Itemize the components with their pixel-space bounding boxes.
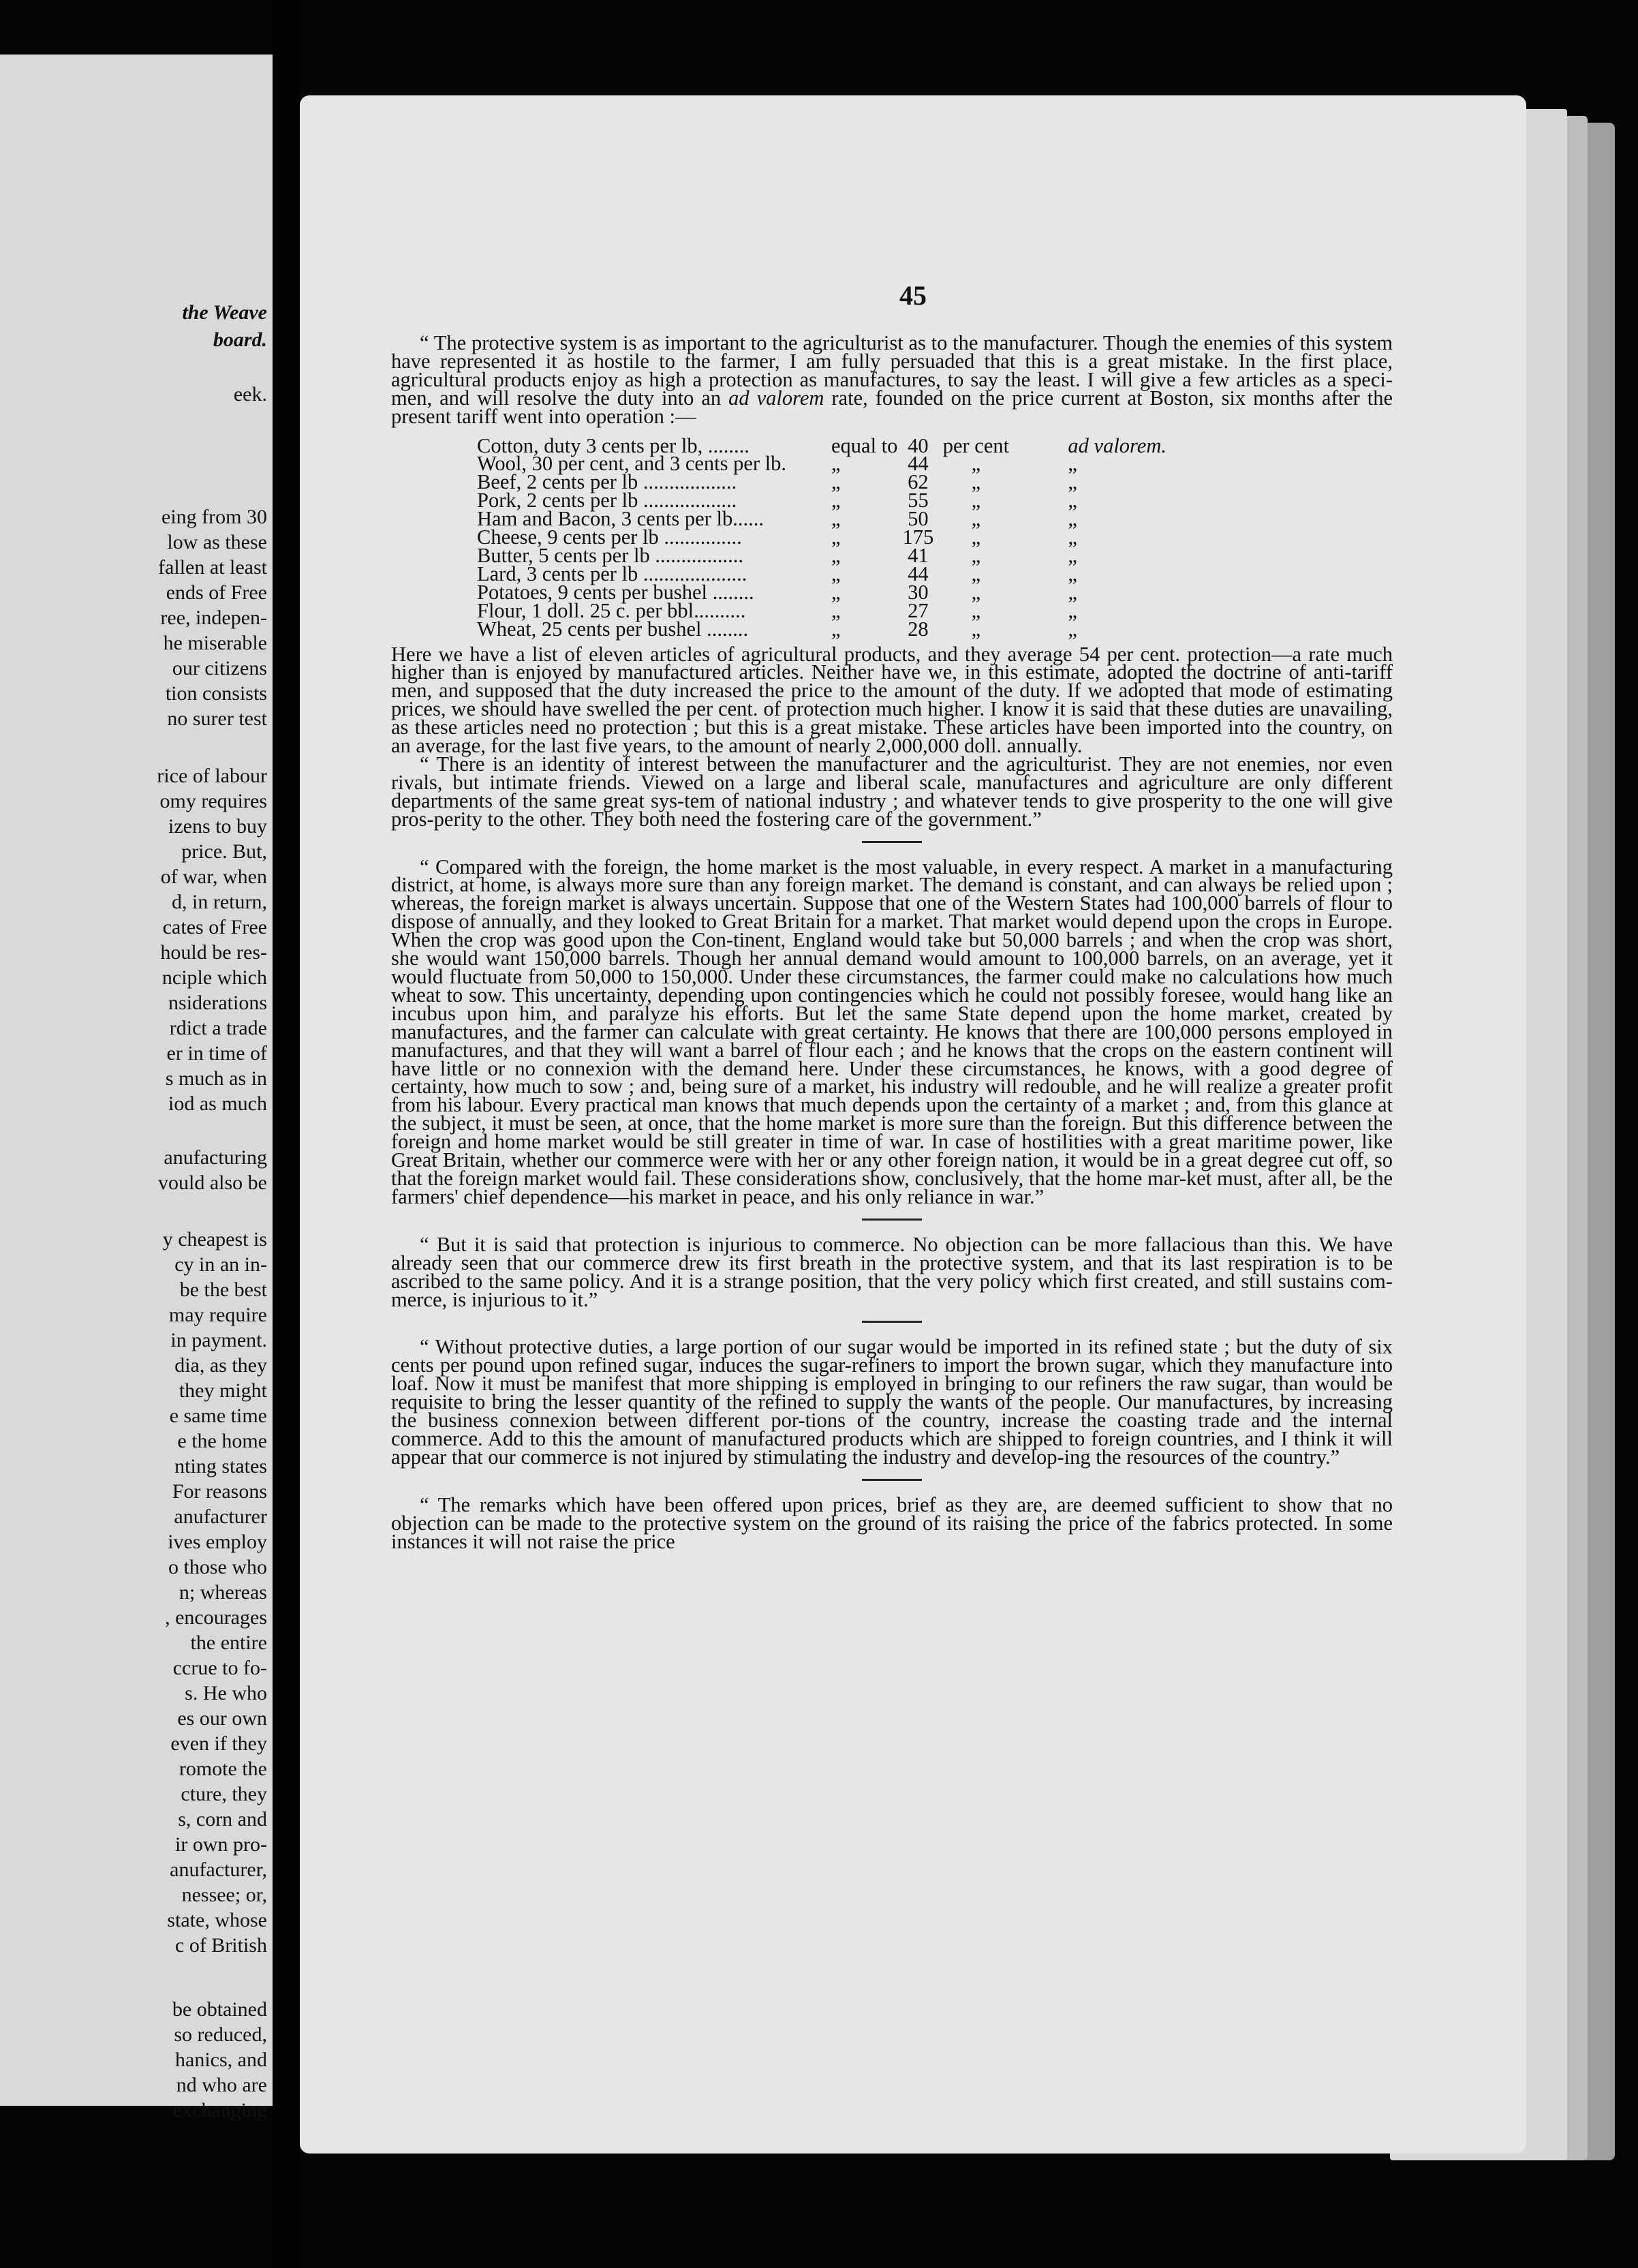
facing-page-line: e the home [177, 1430, 267, 1452]
facing-page-line: ir own pro- [175, 1833, 267, 1856]
facing-page-line: board. [213, 328, 267, 351]
table-equal: equal to [831, 433, 898, 457]
paragraph [391, 331, 1393, 428]
facing-page-line: y cheapest is [162, 1228, 267, 1251]
table-percent: 55 [908, 489, 929, 512]
facing-page-line: er in time of [166, 1042, 267, 1064]
table-type: „ [1068, 452, 1077, 476]
facing-page [0, 55, 277, 2121]
facing-page-line: hould be res- [160, 941, 267, 964]
table-percent: 44 [908, 452, 929, 476]
facing-page-line: exchanging [172, 2099, 267, 2121]
table-equal: „ [831, 489, 841, 512]
paragraph: “ The remarks which have been offered upon prices, brief as they are, are deemed sufficient to show that no objection can be made to the protective system on the ground of its raising the price of the fabrics protected. In some instances it will not raise the price [391, 1492, 1393, 1553]
table-row [477, 620, 1204, 639]
table-type: „ [1068, 489, 1077, 512]
facing-page-line: hanics, and [175, 2049, 267, 2071]
table-unit: „ [971, 507, 981, 531]
facing-page-line: cy in an in- [174, 1253, 267, 1276]
table-item: Wool, 30 per cent, and 3 cents per lb. [477, 452, 787, 476]
table-percent: 41 [908, 543, 929, 567]
facing-page-line: ree, indepen- [160, 607, 267, 629]
table-equal: „ [831, 580, 841, 604]
table-percent: 27 [908, 598, 929, 622]
facing-page-line: cates of Free [162, 916, 267, 938]
table-item: Cheese, 9 cents per lb ............... [477, 525, 742, 549]
facing-page-line: ives employ [168, 1531, 267, 1553]
table-unit: „ [971, 489, 981, 512]
table-unit: „ [971, 562, 981, 585]
facing-page-line: fallen at least [158, 556, 267, 579]
table-equal: „ [831, 507, 841, 531]
table-unit: „ [971, 525, 981, 549]
table-equal: „ [831, 470, 841, 494]
facing-page-line: be obtained [172, 1998, 267, 2021]
facing-page-line: low as these [167, 531, 267, 553]
facing-page-line: e same time [169, 1405, 267, 1427]
table-item: Flour, 1 doll. 25 c. per bbl.......... [477, 598, 746, 622]
main-page [300, 95, 1526, 2154]
table-unit: „ [971, 452, 981, 476]
facing-page-line: no surer test [167, 707, 267, 730]
table-equal: „ [831, 598, 841, 622]
table-item: Beef, 2 cents per lb .................. [477, 470, 737, 494]
facing-page-line: so reduced, [174, 2023, 267, 2046]
facing-page-line: izens to buy [168, 815, 267, 838]
facing-page-line: nting states [174, 1455, 267, 1477]
table-unit: „ [971, 543, 981, 567]
facing-page-line: even if they [170, 1732, 267, 1755]
table-percent: 40 [908, 433, 929, 457]
table-percent: 175 [902, 525, 934, 549]
facing-page-line: may require [168, 1304, 267, 1326]
table-item: Lard, 3 cents per lb .................... [477, 562, 747, 585]
page-body [391, 331, 1393, 1553]
facing-page-line: nessee; or, [181, 1884, 267, 1906]
facing-page-line: state, whose [167, 1909, 267, 1931]
table-percent: 30 [908, 580, 929, 604]
facing-page-line: iod as much [168, 1092, 267, 1115]
facing-page-line: romote the [179, 1758, 267, 1780]
facing-page-line: of war, when [160, 865, 267, 888]
facing-page-line: our citizens [172, 657, 267, 679]
facing-page-line: be the best [179, 1278, 267, 1301]
facing-page-line: s much as in [165, 1067, 267, 1090]
table-item: Potatoes, 9 cents per bushel ........ [477, 580, 754, 604]
page-number: 45 [899, 280, 927, 311]
table-equal: „ [831, 525, 841, 549]
facing-page-line: ends of Free [166, 581, 267, 604]
facing-page-line: anufacturer, [170, 1858, 267, 1881]
table-type: ad valorem. [1068, 433, 1166, 457]
book-spine [273, 0, 300, 2268]
facing-page-line: o those who [168, 1556, 267, 1578]
table-equal: „ [831, 543, 841, 567]
table-unit: „ [971, 598, 981, 622]
table-type: „ [1068, 543, 1077, 567]
facing-page-line: For reasons [172, 1480, 267, 1503]
facing-page-line: s, corn and [178, 1808, 267, 1830]
facing-page-line: rice of labour [157, 765, 267, 787]
facing-page-line: cture, they [181, 1783, 267, 1805]
facing-page-line: , encourages [165, 1606, 267, 1629]
table-type: „ [1068, 525, 1077, 549]
facing-page-line: tion consists [165, 682, 267, 705]
table-type: „ [1068, 598, 1077, 622]
facing-page-line: anufacturer [174, 1505, 267, 1528]
facing-page-line: n; whereas [179, 1581, 267, 1604]
facing-page-line: in payment. [170, 1329, 267, 1351]
facing-page-line: c of British [175, 1934, 267, 1957]
table-unit: „ [971, 470, 981, 494]
table-item: Wheat, 25 cents per bushel ........ [477, 617, 749, 641]
facing-page-line: price. But, [181, 840, 267, 863]
section-rule [862, 1479, 922, 1481]
facing-page-line: rdict a trade [169, 1017, 267, 1039]
facing-page-line: es our own [177, 1707, 267, 1730]
table-percent: 62 [908, 470, 929, 494]
table-unit: „ [971, 617, 981, 641]
table-percent: 44 [908, 562, 929, 585]
facing-page-line: s. He who [185, 1682, 267, 1704]
facing-page-line: eing from 30 [161, 506, 267, 528]
facing-page-line: the entire [190, 1631, 267, 1654]
paragraph: Here we have a list of eleven articles of agricultural products, and they average 54 per cent. protection—a rate much higher than is enjoyed by manufactured articles. Neither have we, in this estimate, adopted the doctrine of anti-tariff men, and supposed that the duty increased the price to the amount of the duty. If we adopted that mode of estimating prices, we should have swelled the per cent. of protection much higher. I know it is said that these duties are unavailing, as these articles need no protection ; but this is a great mistake. These articles have been imported into the country, on an average, for the last five years, to the amount of nearly 2,000,000 doll. annually. [391, 642, 1393, 758]
table-item: Butter, 5 cents per lb ................. [477, 543, 743, 567]
facing-page-line: anufacturing [164, 1146, 267, 1169]
table-type: „ [1068, 507, 1077, 531]
facing-page-line: he miserable [163, 632, 267, 654]
facing-page-line: ccrue to fo- [172, 1657, 267, 1679]
paragraph: “ There is an identity of interest between the manufacturer and the agriculturist. They are not enemies, nor even rivals, but intimate friends. Viewed on a large and liberal scale, manufactures and agriculture are only different departments of the same great sys-tem of national industry ; and whatever tends to give prosperity to the one will give pros-perity to the other. They both need the fostering care of the government.” [391, 752, 1393, 831]
paragraph-text: “ The protective system is as important to the agriculturist as to the manufacturer. Though the enemies of this system have represented it as hostile to the farmer, I am fully persuaded that this is a great mistake. In the first place, agricultural products enjoy as high a protection as manufactures, to say the least. I will give a few articles as a speci-men, and will resolve the duty into an [391, 331, 1393, 410]
table-type: „ [1068, 617, 1077, 641]
tariff-table [477, 433, 1204, 641]
table-item: Pork, 2 cents per lb .................. [477, 489, 737, 512]
section-rule [862, 841, 922, 843]
table-item: Ham and Bacon, 3 cents per lb...... [477, 507, 764, 531]
section-rule [862, 1219, 922, 1221]
table-type: „ [1068, 562, 1077, 585]
table-equal: „ [831, 617, 841, 641]
paragraph: “ But it is said that protection is injurious to commerce. No objection can be more fallacious than this. We have already seen that our commerce drew its first breath in the protective system, and that its last respiration is to be ascribed to the same policy. And it is a strange position, that the very policy which first created, and still sustains com-merce, is injurious to it.” [391, 1232, 1393, 1311]
paragraph-text: rate, founded on the price current at Boston, six months after the present tariff went into operation :— [391, 386, 1393, 428]
facing-page-line: vould also be [158, 1171, 267, 1194]
section-rule [862, 1321, 922, 1323]
facing-page-line: eek. [233, 383, 267, 405]
facing-page-line: d, in return, [172, 891, 267, 913]
italic-term: ad valorem [728, 386, 824, 410]
paragraph: “ Compared with the foreign, the home market is the most valuable, in every respect. A market in a manufacturing district, at home, is always more sure than any foreign market. The demand is constant, and can always be relied upon ; whereas, the foreign market is always uncertain. Suppose that one of the Western States had 100,000 barrels of flour to dispose of annually, and they looked to Great Britain for a market. That market would depend upon the crops in Europe. When the crop was good upon the Con-tinent, England would take but 50,000 barrels ; and when the crop was short, she would want 150,000 barrels. Though her annual demand would amount to 100,000 barrels, on an average, yet it would fluctuate from 50,000 to 150,000. Under these circumstances, the farmer could make no calculations how much wheat to sow. This uncertainty, depending upon contingencies which he could not possibly foresee, would hang like an incubus upon him, and paralyze his efforts. But let the same State depend upon the home market, created by manufactures, and the farmer can calculate with great certainty. He knows that there are 100,000 persons employed in manufactures, and that they will want a barrel of flour each ; and he knows that the crops on the eastern continent will have little or no connexion with the demand here. Under these circumstances, he knows, with a good degree of certainty, how much to sow ; and, being sure of a market, his industry will redouble, and he will realize a greater profit from his labour. Every practical man knows that much depends upon the certainty of a market ; and, from this glance at the subject, it must be seen, at once, that the home market is more sure than the foreign. But this difference between the foreign and home market would be still greater in time of war. In case of hostilities with a great maritime power, like Great Britain, whether our commerce were with her or any other foreign nation, it would be in a great degree cut off, so that the foreign market would fail. These considerations show, conclusively, that the home mar-ket must, after all, be the farmers' chief dependence—his market in peace, and his only reliance in war.” [391, 855, 1393, 1208]
table-equal: „ [831, 562, 841, 585]
facing-page-line: nd who are [176, 2074, 267, 2096]
facing-page-line: they might [179, 1379, 267, 1402]
facing-page-line: omy requires [159, 790, 267, 812]
table-percent: 28 [908, 617, 929, 641]
facing-page-line: nsiderations [168, 992, 267, 1014]
table-item: Cotton, duty 3 cents per lb, ........ [477, 433, 750, 457]
table-unit: „ [971, 580, 981, 604]
paragraph: “ Without protective duties, a large portion of our sugar would be imported in its refined state ; but the duty of six cents per pound upon refined sugar, induces the sugar-refiners to import the brown sugar, which they manufacture into loaf. Now it must be manifest that more shipping is employed in bringing to our refiners the raw sugar, than would be requisite to bring the lesser quantity of the refined to supply the wants of the people. Our manufactures, by increasing the business connexion between different por-tions of the country, increase the coasting trade and the internal commerce. Add to this the amount of manufactured products which are shipped to foreign countries, and I think it will appear that our commerce is not injured by stimulating the industry and develop-ing the resources of the country.” [391, 1335, 1393, 1469]
table-equal: „ [831, 452, 841, 476]
facing-page-line: the Weave [182, 301, 267, 324]
table-unit: per cent [942, 433, 1010, 457]
table-type: „ [1068, 580, 1077, 604]
table-percent: 50 [908, 507, 929, 531]
facing-page-line: nciple which [161, 966, 267, 989]
table-type: „ [1068, 470, 1077, 494]
facing-page-line: dia, as they [174, 1354, 267, 1377]
